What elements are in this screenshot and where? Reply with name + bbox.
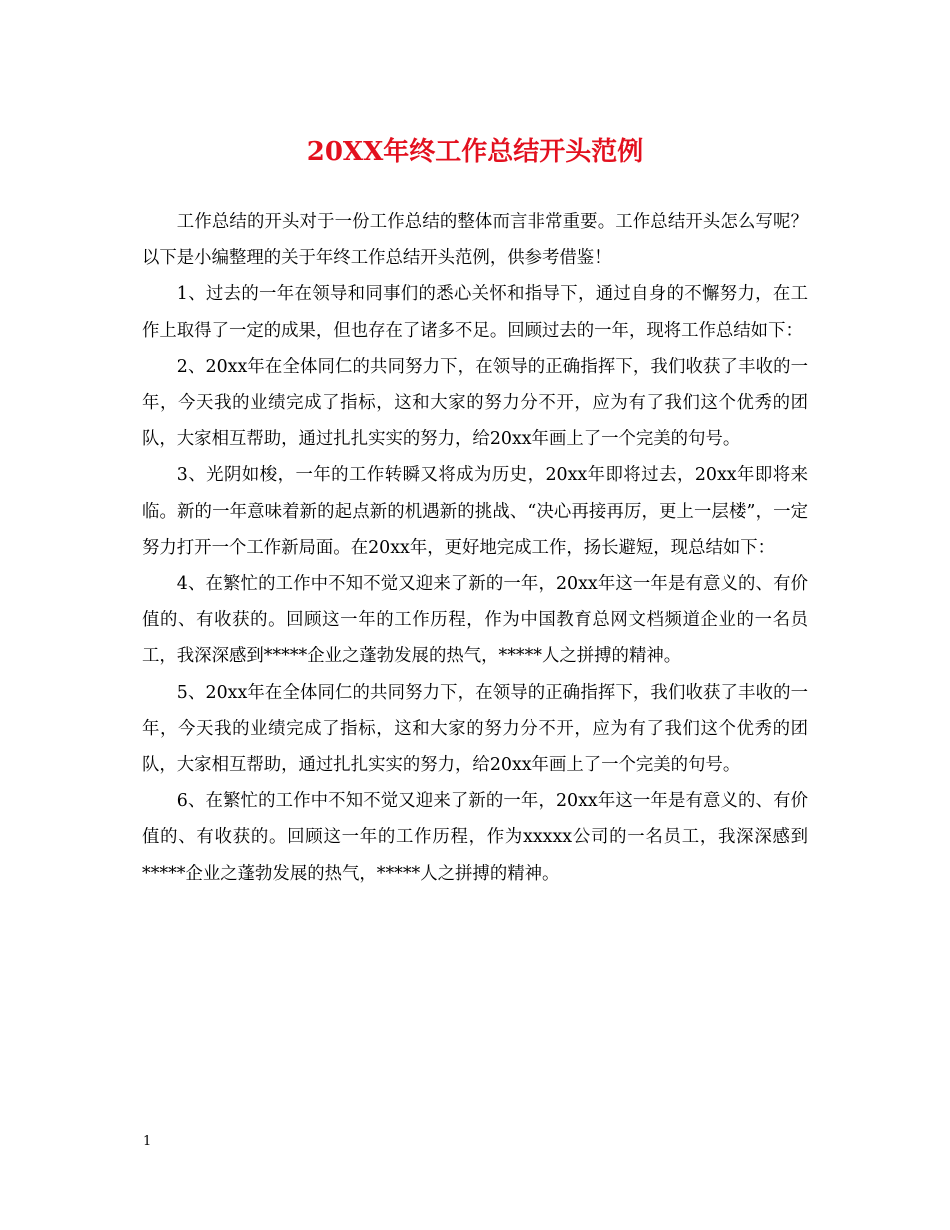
paragraph-intro: 工作总结的开头对于一份工作总结的整体而言非常重要。工作总结开头怎么写呢？以下是小编整理的关于年终工作总结开头范例，供参考借鉴！ — [142, 212, 808, 269]
document-body — [142, 204, 808, 892]
paragraph-2: 2、20xx年在全体同仁的共同努力下，在领导的正确指挥下，我们收获了丰收的一年，今天我的业绩完成了指标，这和大家的努力分不开，应为有了我们这个优秀的团队，大家相互帮助，通过扎扎实实的努力，给20xx年画上了一个完美的句号。 — [142, 356, 808, 450]
paragraph-1: 1、过去的一年在领导和同事们的悉心关怀和指导下，通过自身的不懈努力，在工作上取得了一定的成果，但也存在了诸多不足。回顾过去的一年，现将工作总结如下： — [142, 284, 808, 341]
page-number: 1 — [143, 1134, 152, 1149]
paragraph-5: 5、20xx年在全体同仁的共同努力下，在领导的正确指挥下，我们收获了丰收的一年，今天我的业绩完成了指标，这和大家的努力分不开，应为有了我们这个优秀的团队，大家相互帮助，通过扎扎实实的努力，给20xx年画上了一个完美的句号。 — [142, 682, 808, 776]
paragraph-4: 4、在繁忙的工作中不知不觉又迎来了新的一年，20xx年这一年是有意义的、有价值的、有收获的。回顾这一年的工作历程，作为中国教育总网文档频道企业的一名员工，我深深感到*****企业之蓬勃发展的热气，*****人之拼搏的精神。 — [142, 574, 808, 667]
paragraph-3: 3、光阴如梭，一年的工作转瞬又将成为历史，20xx年即将过去，20xx年即将来临。新的一年意味着新的起点新的机遇新的挑战、“决心再接再厉，更上一层楼”，一定努力打开一个工作新局面。在20xx年，更好地完成工作，扬长避短，现总结如下： — [142, 465, 808, 558]
document-title: 20XX年终工作总结开头范例 — [306, 137, 644, 167]
paragraph-6: 6、在繁忙的工作中不知不觉又迎来了新的一年，20xx年这一年是有意义的、有价值的、有收获的。回顾这一年的工作历程，作为xxxxx公司的一名员工，我深深感到*****企业之蓬勃发展的热气，*****人之拼搏的精神。 — [142, 791, 808, 884]
